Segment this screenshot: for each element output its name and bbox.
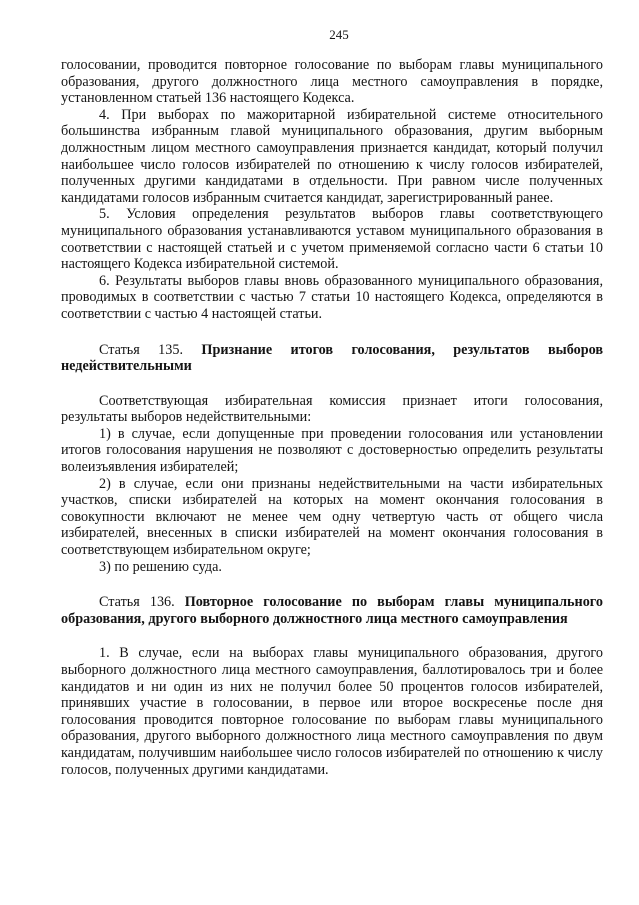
article136-heading bbox=[61, 594, 603, 627]
article135-heading bbox=[61, 342, 603, 375]
article135-paragraph-2: 2) в случае, если они признаны недействительными на части избирательных участков, списки избирателей на которых на момент окончания голосования в совокупности включают не менее чем одну четвертую часть от общего числа избирателей, внесенных в списки избирателей на момент окончания голосования в соответствующем избирательном округе; bbox=[61, 475, 603, 559]
article136-paragraph-1: 1. В случае, если на выборах главы муниципального образования, другого выборного должностного лица местного самоуправления, баллотировалось три и более кандидатов и ни один из них не получил более 50 процентов голосов избирателей, принявших участие в голосовании, в первое или второе воскресенье после дня голосования проводится повторное голосование по выборам главы муниципального образования, другого выборного должностного лица местного самоуправления по двум кандидатам, получившим наибольшее число голосов избирателей по отношению к числу голосов, полученных другими кандидатами. bbox=[61, 645, 603, 778]
page-number: 245 bbox=[329, 27, 349, 42]
intro-paragraph: голосовании, проводится повторное голосование по выборам главы муниципального образования, другого должностного лица местного самоуправления в порядке, установленном статьей 136 настоящего Кодекса. bbox=[61, 57, 603, 107]
article136-title: Повторное голосование по выборам главы муниципального образования, другого выборного должностного лица местного самоуправления bbox=[61, 594, 603, 627]
article135-paragraph-1: 1) в случае, если допущенные при проведении голосования или установлении итогов голосования нарушения не позволяют с достоверностью определить результаты волеизъявления избирателей; bbox=[61, 425, 603, 476]
article134-item-6: 6. Результаты выборов главы вновь образованного муниципального образования, проводимых в соответствии с частью 7 статьи 10 настоящего Кодекса, определяются в соответствии с частью 4 настоящей статьи. bbox=[61, 272, 603, 322]
article134-item-5: 5. Условия определения результатов выборов главы соответствующего муниципального образования устанавливаются уставом муниципального образования в соответствии с настоящей статьей и с учетом применяемой согласно части 6 статьи 10 настоящего Кодекса избирательной системой. bbox=[61, 206, 603, 273]
article134-item-4: 4. При выборах по мажоритарной избирательной системе относительного большинства избранным главой муниципального образования, другим выборным должностным лицом местного самоуправления признается кандидат, который получил наибольшее число голосов избирателей по отношению к числу голосов избирателей, полученных другими кандидатами в отдельности. При равном числе полученных кандидатами голосов избранным считается кандидат, зарегистрированный ранее. bbox=[61, 106, 603, 206]
article135-paragraph-3: 3) по решению суда. bbox=[99, 558, 222, 575]
article136-number: Статья 136. bbox=[99, 594, 175, 611]
article135-title: Признание итогов голосования, результатов выборов недействительными bbox=[61, 341, 603, 375]
article135-paragraph-intro: Соответствующая избирательная комиссия признает итоги голосования, результаты выборов недействительными: bbox=[61, 392, 603, 426]
article135-number: Статья 135. bbox=[99, 341, 183, 358]
